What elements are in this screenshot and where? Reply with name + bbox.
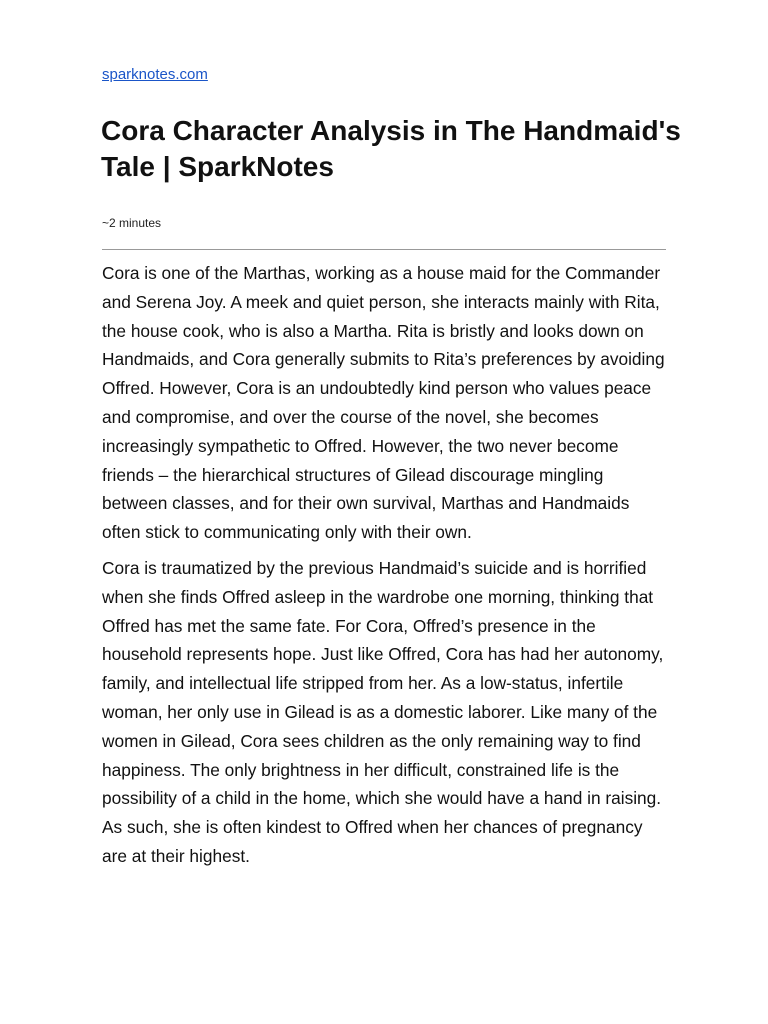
article-body <box>102 259 670 878</box>
divider <box>102 249 666 250</box>
paragraph-1: Cora is one of the Marthas, working as a house maid for the Commander and Serena Joy. A meek and quiet person, she interacts mainly with Rita, the house cook, who is also a Martha. Rita is bristly and looks down on Handmaids, and Cora generally submits to Rita’s preferences by avoiding Offred. However, Cora is an undoubtedly kind person who values peace and compromise, and over the course of the novel, she becomes increasingly sympathetic to Offred. However, the two never become friends – the hierarchical structures of Gilead discourage mingling between classes, and for their own survival, Marthas and Handmaids often stick to communicating only with their own. <box>102 263 665 543</box>
paragraph-2: Cora is traumatized by the previous Handmaid’s suicide and is horrified when she finds Offred asleep in the wardrobe one morning, thinking that Offred has met the same fate. For Cora, Offred’s presence in the household represents hope. Just like Offred, Cora has had her autonomy, family, and intellectual life stripped from her. As a low-status, infertile woman, her only use in Gilead is as a domestic laborer. Like many of the women in Gilead, Cora sees children as the only remaining way to find happiness. The only brightness in her difficult, constrained life is the possibility of a child in the home, which she would have a hand in raising. As such, she is often kindest to Offred when her chances of pregnancy are at their highest. <box>102 557 664 866</box>
read-time-label: ~2 minutes <box>102 216 162 230</box>
source-link[interactable]: sparknotes.com <box>102 66 208 83</box>
page-title: Cora Character Analysis in The Handmaid's Tale | SparkNotes <box>101 115 681 182</box>
